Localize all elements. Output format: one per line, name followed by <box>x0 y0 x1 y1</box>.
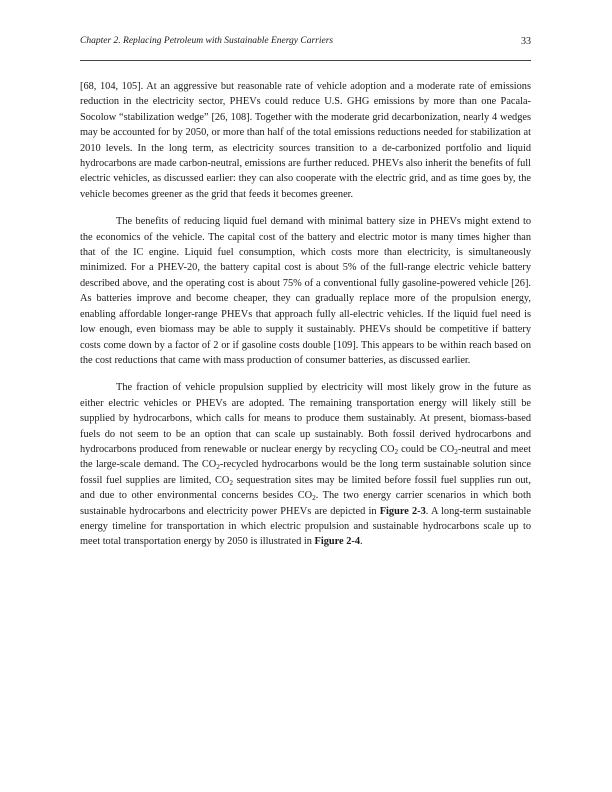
figure-reference: Figure 2-4 <box>314 536 361 548</box>
paragraph-3-text: The fraction of vehicle propulsion supplied by electricity will most likely grow in the future as either electric vehicles or PHEVs are adopted. The remaining transportation energy will likely still be supplied by hydrocarbons, which calls for means to produce them sustainably. At present, biomass-based fuels do not seem to be an option that can scale up sustainably. Both fossil derived hydrocarbons and hydrocarbons produced from renewable or nuclear energy by recycling CO <box>80 382 531 455</box>
subscript-2: 2 <box>312 493 316 502</box>
subscript-2: 2 <box>216 463 220 472</box>
paragraph-3-text: . The two energy carrier scenarios in which both sustainable hydrocarbons and electricity power PHEVs are depicted in <box>80 490 531 517</box>
paragraph-3-text: . A long-term sustainable energy timeline for transportation in which electric propulsion and sustainable hydrocarbons scale up to meet total transportation energy by 2050 is illustrated in <box>80 505 531 548</box>
subscript-2: 2 <box>454 447 458 456</box>
paragraph-3-text: -recycled hydrocarbons would be the long term sustainable solution since fossil fuel supplies are limited, CO <box>80 459 531 486</box>
paragraph-3-text: could be CO <box>398 443 455 455</box>
paragraph-3-text: sequestration sites may be limited before fossil fuel supplies run out, and due to other environmental concerns besides CO <box>80 474 531 502</box>
paragraph-2: The benefits of reducing liquid fuel demand with minimal battery size in PHEVs might extend to the economics of the vehicle. The capital cost of the battery and electric motor is many times higher than that of the IC engine. Liquid fuel consumption, which costs more than electricity, is simultaneously minimized. For a PHEV-20, the battery capital cost is about 5% of the full-range electric vehicle battery described above, and the operating cost is about 75% of a conventional fully gasoline-powered vehicle [26]. As batteries improve and become cheaper, they can gradually replace more of the propulsion energy, enabling affordable longer-range PHEVs that approach fully all-electric vehicles. If the liquid fuel need is low enough, even biomass may be able to supply it sustainably. PHEVs should be competitive if battery costs come down by a factor of 2 or if gasoline costs double [109]. This appears to be within reach based on the cost reductions that came with mass production of consumer batteries, as discussed earlier. <box>80 216 531 366</box>
paragraph-3-text: -neutral and meet the large-scale demand. The CO <box>80 443 531 471</box>
paragraph-3 <box>80 380 531 549</box>
subscript-2: 2 <box>394 447 399 456</box>
header-rule <box>80 60 531 61</box>
paragraph-3-text: . <box>360 536 363 548</box>
figure-reference: Figure 2-3 <box>379 505 426 517</box>
running-title: Chapter 2. Replacing Petroleum with Sustainable Energy Carriers <box>80 36 334 46</box>
body-text <box>80 79 531 562</box>
page-header <box>80 36 531 50</box>
page-number: 33 <box>521 36 531 47</box>
paragraph-1: [68, 104, 105]. At an aggressive but reasonable rate of vehicle adoption and a moderate rate of emissions reduction in the electricity sector, PHEVs could reduce U.S. GHG emissions by more than one Pacala-Socolow “stabilization wedge” [26, 108]. Together with the moderate grid decarbonization, nearly 4 wedges may be accounted for by 2050, or more than half of the total emissions reductions needed for stabilization at 2010 levels. In the long term, as electricity sources transition to a de-carbonized portfolio and liquid hydrocarbons are made carbon-neutral, emissions are further reduced. PHEVs also inherit the benefits of full electric vehicles, as discussed earlier: they can also cooperate with the electric grid, and as time goes by, the vehicle becomes greener as the grid that feeds it becomes greener. <box>80 81 531 200</box>
subscript-2: 2 <box>229 478 233 487</box>
